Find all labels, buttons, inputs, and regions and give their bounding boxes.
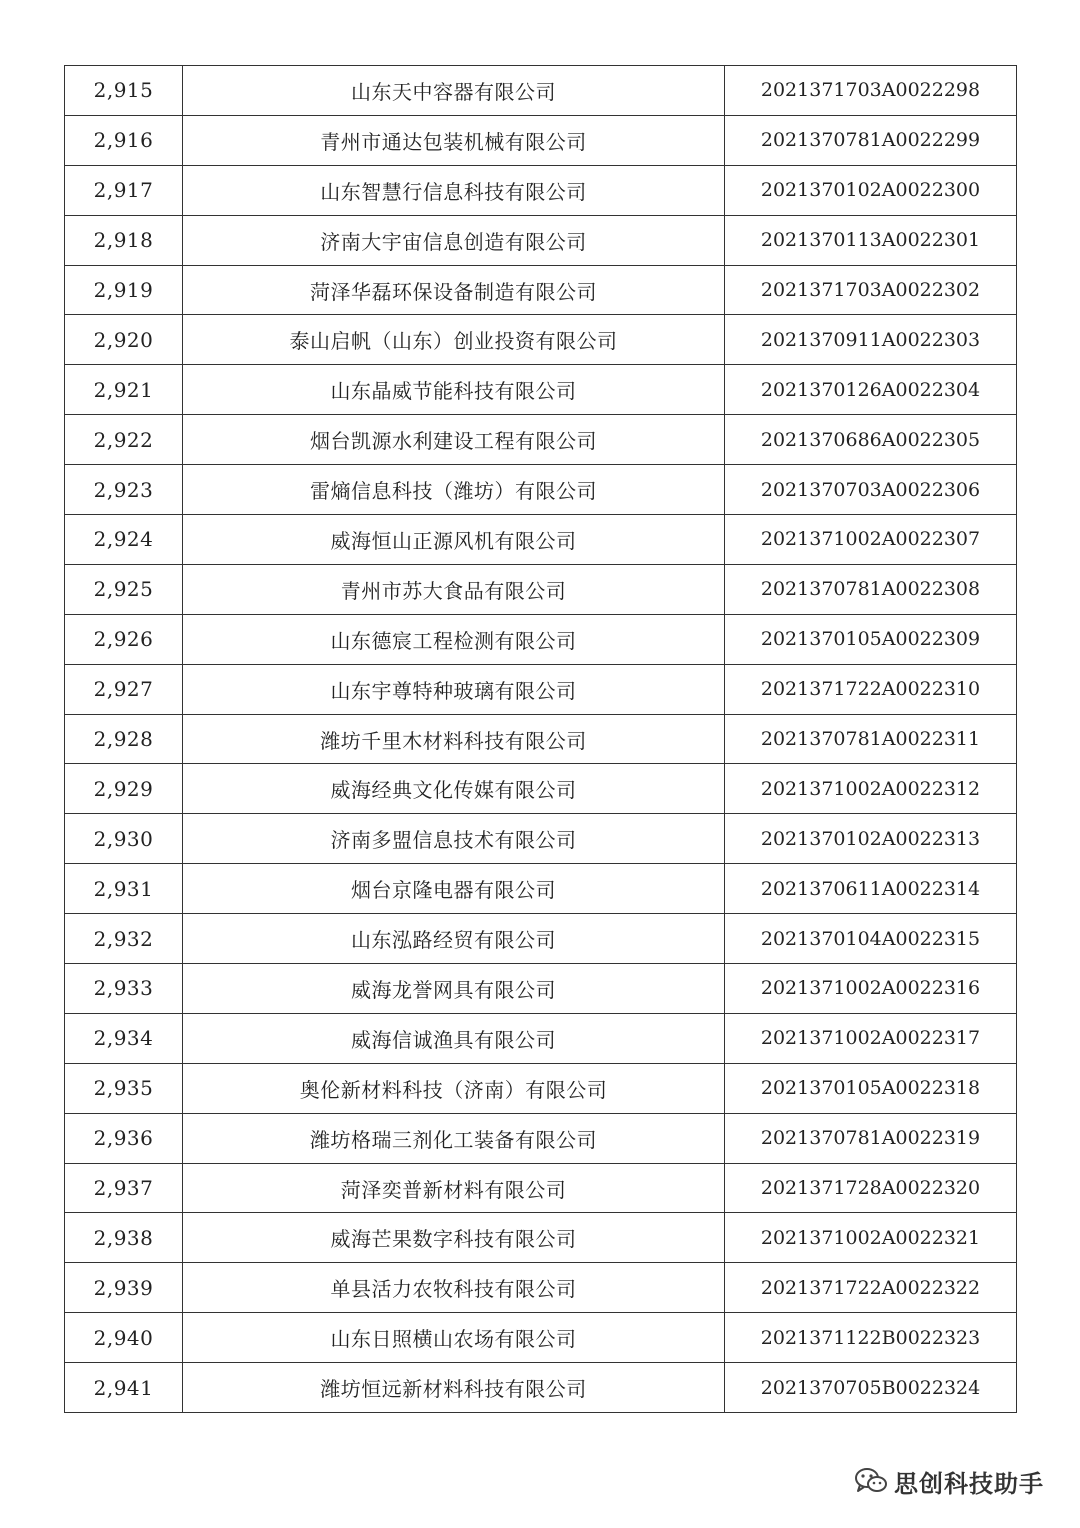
table-body (65, 66, 1017, 1413)
table-row (65, 1213, 1017, 1263)
table-row (65, 764, 1017, 814)
table-row (65, 614, 1017, 664)
row-number: 2,933 (65, 964, 183, 1014)
row-number: 2,932 (65, 914, 183, 964)
table-row (65, 864, 1017, 914)
company-name: 奥伦新材料科技（济南）有限公司 (183, 1063, 725, 1113)
registration-code: 2021370102A0022300 (725, 165, 1017, 215)
watermark-text: 思创科技助手 (894, 1469, 1044, 1498)
table-row (65, 1363, 1017, 1413)
row-number: 2,923 (65, 465, 183, 515)
company-name: 单县活力农牧科技有限公司 (183, 1263, 725, 1313)
table-row (65, 664, 1017, 714)
row-number: 2,921 (65, 365, 183, 415)
row-number: 2,937 (65, 1163, 183, 1213)
row-number: 2,939 (65, 1263, 183, 1313)
table-row (65, 1113, 1017, 1163)
company-name: 威海龙誉网具有限公司 (183, 964, 725, 1014)
table-row (65, 964, 1017, 1014)
row-number: 2,936 (65, 1113, 183, 1163)
company-name: 雷熵信息科技（潍坊）有限公司 (183, 465, 725, 515)
registration-code: 2021371703A0022302 (725, 265, 1017, 315)
row-number: 2,924 (65, 515, 183, 565)
row-number: 2,919 (65, 265, 183, 315)
company-name: 山东智慧行信息科技有限公司 (183, 165, 725, 215)
company-name: 潍坊千里木材料科技有限公司 (183, 714, 725, 764)
table-row (65, 1313, 1017, 1363)
company-name: 山东泓路经贸有限公司 (183, 914, 725, 964)
registration-code: 2021370781A0022311 (725, 714, 1017, 764)
registration-code: 2021370686A0022305 (725, 415, 1017, 465)
registration-code: 2021370104A0022315 (725, 914, 1017, 964)
registration-code: 2021370113A0022301 (725, 215, 1017, 265)
row-number: 2,917 (65, 165, 183, 215)
registration-code: 2021371703A0022298 (725, 66, 1017, 116)
row-number: 2,925 (65, 564, 183, 614)
row-number: 2,940 (65, 1313, 183, 1363)
company-name: 威海信诚渔具有限公司 (183, 1013, 725, 1063)
table-row (65, 465, 1017, 515)
table-row (65, 115, 1017, 165)
company-name: 威海芒果数字科技有限公司 (183, 1213, 725, 1263)
table-row (65, 1013, 1017, 1063)
registration-code: 2021370781A0022299 (725, 115, 1017, 165)
wechat-icon (854, 1466, 888, 1496)
row-number: 2,927 (65, 664, 183, 714)
row-number: 2,934 (65, 1013, 183, 1063)
company-name: 山东晶威节能科技有限公司 (183, 365, 725, 415)
row-number: 2,929 (65, 764, 183, 814)
table-row (65, 1163, 1017, 1213)
registration-code: 2021370611A0022314 (725, 864, 1017, 914)
registration-code: 2021371002A0022316 (725, 964, 1017, 1014)
registration-code: 2021371002A0022321 (725, 1213, 1017, 1263)
registration-code: 2021370705B0022324 (725, 1363, 1017, 1413)
row-number: 2,915 (65, 66, 183, 116)
registration-code: 2021370126A0022304 (725, 365, 1017, 415)
table-row (65, 365, 1017, 415)
table-row (65, 215, 1017, 265)
company-name: 威海经典文化传媒有限公司 (183, 764, 725, 814)
company-name: 潍坊恒远新材料科技有限公司 (183, 1363, 725, 1413)
company-name: 山东德宸工程检测有限公司 (183, 614, 725, 664)
row-number: 2,935 (65, 1063, 183, 1113)
registration-code: 2021370105A0022309 (725, 614, 1017, 664)
company-name: 菏泽华磊环保设备制造有限公司 (183, 265, 725, 315)
row-number: 2,928 (65, 714, 183, 764)
table-row (65, 315, 1017, 365)
company-name: 菏泽奕普新材料有限公司 (183, 1163, 725, 1213)
registration-code: 2021370781A0022319 (725, 1113, 1017, 1163)
registration-code: 2021370781A0022308 (725, 564, 1017, 614)
company-name: 济南多盟信息技术有限公司 (183, 814, 725, 864)
row-number: 2,916 (65, 115, 183, 165)
registration-code: 2021370703A0022306 (725, 465, 1017, 515)
registration-code: 2021371722A0022310 (725, 664, 1017, 714)
company-name: 济南大宇宙信息创造有限公司 (183, 215, 725, 265)
registration-code: 2021370105A0022318 (725, 1063, 1017, 1113)
row-number: 2,930 (65, 814, 183, 864)
company-name: 威海恒山正源风机有限公司 (183, 515, 725, 565)
company-name: 潍坊格瑞三剂化工装备有限公司 (183, 1113, 725, 1163)
table-row (65, 265, 1017, 315)
table-row (65, 1263, 1017, 1313)
registration-code: 2021371002A0022307 (725, 515, 1017, 565)
row-number: 2,938 (65, 1213, 183, 1263)
row-number: 2,926 (65, 614, 183, 664)
registration-code: 2021370911A0022303 (725, 315, 1017, 365)
registration-code: 2021371722A0022322 (725, 1263, 1017, 1313)
table-row (65, 814, 1017, 864)
table-row (65, 515, 1017, 565)
row-number: 2,922 (65, 415, 183, 465)
row-number: 2,918 (65, 215, 183, 265)
row-number: 2,920 (65, 315, 183, 365)
table-row (65, 1063, 1017, 1113)
company-name: 青州市通达包装机械有限公司 (183, 115, 725, 165)
watermark (854, 1459, 1044, 1503)
table-row (65, 66, 1017, 116)
company-name: 山东天中容器有限公司 (183, 66, 725, 116)
registration-code: 2021371002A0022312 (725, 764, 1017, 814)
registration-code: 2021371122B0022323 (725, 1313, 1017, 1363)
company-name: 烟台京隆电器有限公司 (183, 864, 725, 914)
table-row (65, 564, 1017, 614)
registration-code: 2021370102A0022313 (725, 814, 1017, 864)
registration-code: 2021371728A0022320 (725, 1163, 1017, 1213)
row-number: 2,941 (65, 1363, 183, 1413)
company-name: 青州市苏大食品有限公司 (183, 564, 725, 614)
company-name: 烟台凯源水利建设工程有限公司 (183, 415, 725, 465)
registration-code: 2021371002A0022317 (725, 1013, 1017, 1063)
table-row (65, 415, 1017, 465)
table-row (65, 714, 1017, 764)
company-name: 山东日照横山农场有限公司 (183, 1313, 725, 1363)
company-name: 泰山启帆（山东）创业投资有限公司 (183, 315, 725, 365)
table-row (65, 165, 1017, 215)
row-number: 2,931 (65, 864, 183, 914)
table-row (65, 914, 1017, 964)
company-name: 山东宇尊特种玻璃有限公司 (183, 664, 725, 714)
company-table (64, 65, 1017, 1413)
